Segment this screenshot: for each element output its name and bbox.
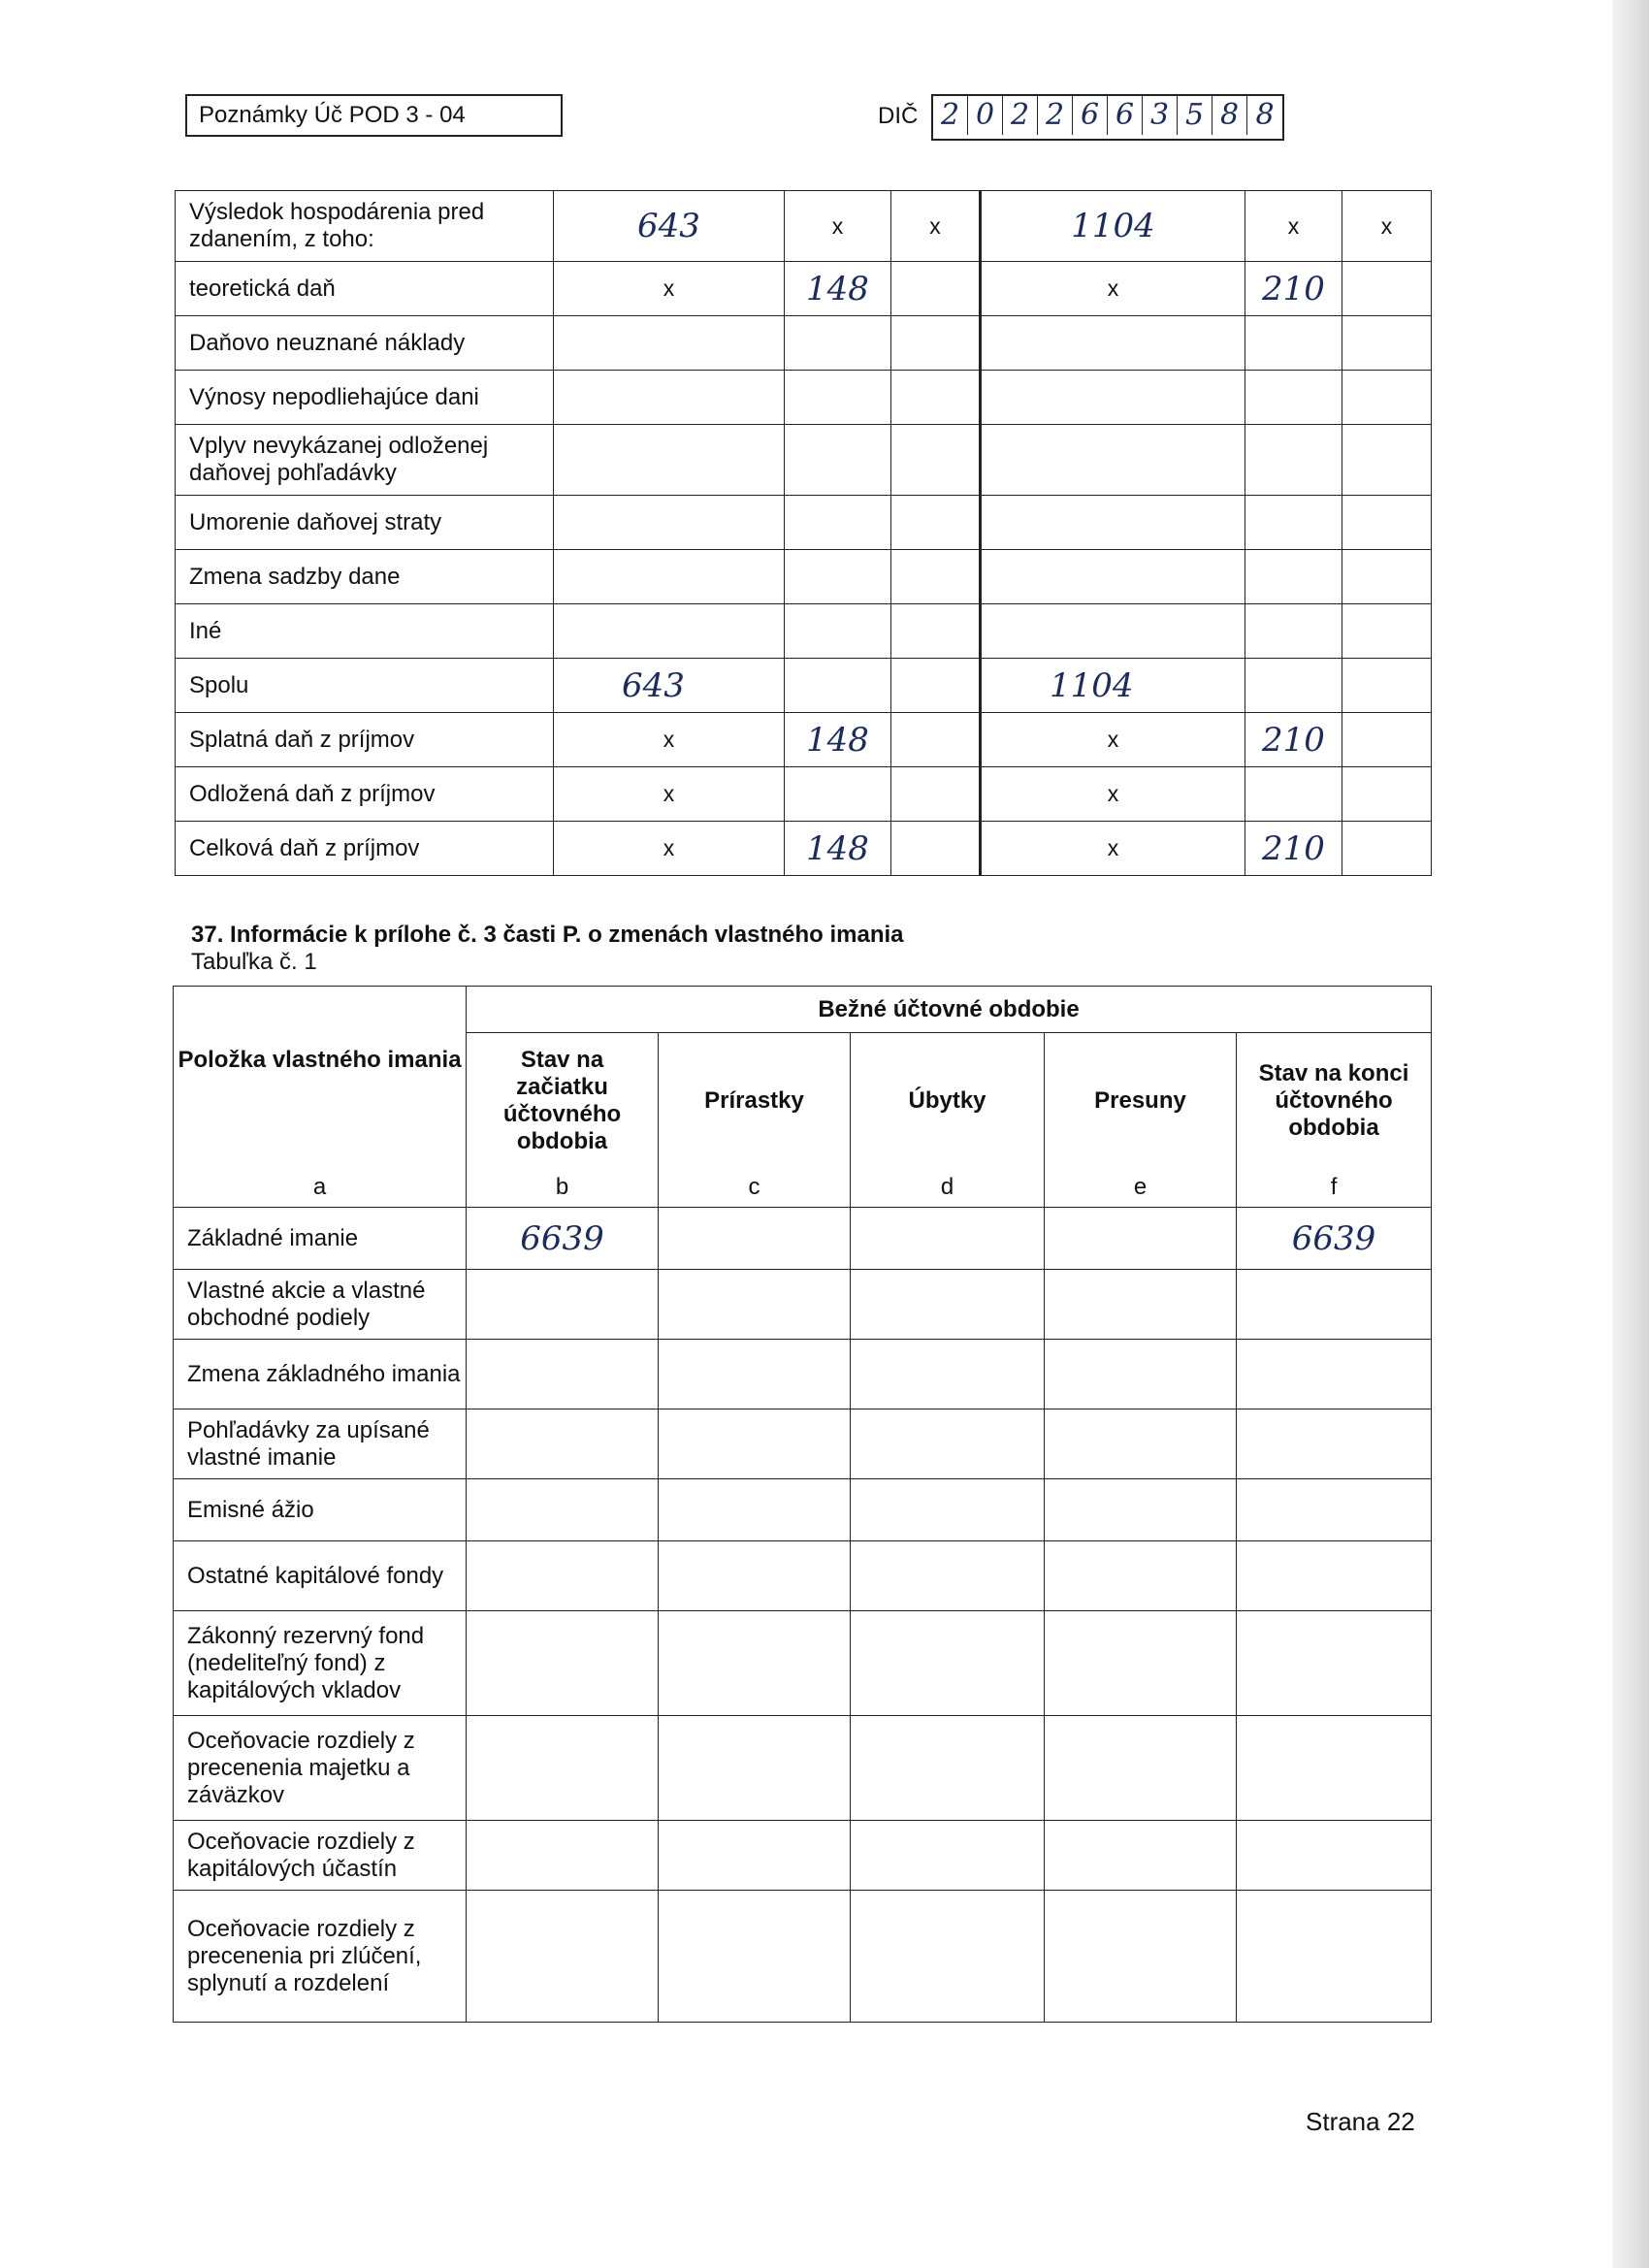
tax-cell-c2 — [785, 767, 891, 822]
equity-cell-d — [851, 1716, 1045, 1821]
tax-row — [176, 191, 1432, 262]
equity-row-label: Oceňovacie rozdiely z precenenia pri zlúčení, splynutí a rozdelení — [174, 1891, 467, 2023]
tax-cell-c4 — [981, 550, 1245, 604]
tax-row-label: Umorenie daňovej straty — [176, 496, 554, 550]
tax-cell-c6 — [1342, 425, 1432, 496]
equity-cell-f — [1237, 1821, 1432, 1891]
equity-row-label: Vlastné akcie a vlastné obchodné podiely — [174, 1270, 467, 1340]
equity-cell-e — [1045, 1891, 1237, 2023]
tax-row-label: Iné — [176, 604, 554, 659]
equity-row — [174, 1541, 1432, 1611]
equity-cell-d — [851, 1409, 1045, 1479]
tax-cell-c5: 210 — [1245, 822, 1342, 876]
tax-row-label: Daňovo neuznané náklady — [176, 316, 554, 371]
equity-cell-f — [1237, 1716, 1432, 1821]
equity-cell-b — [467, 1541, 659, 1611]
tax-cell-c3 — [891, 371, 981, 425]
tax-cell-c2 — [785, 371, 891, 425]
equity-cell-c — [659, 1716, 851, 1821]
equity-cell-f — [1237, 1270, 1432, 1340]
section-subtitle: Tabuľka č. 1 — [191, 949, 317, 975]
col-header-a: Položka vlastného imania — [174, 987, 467, 1169]
equity-cell-d — [851, 1541, 1045, 1611]
tax-cell-c2 — [785, 425, 891, 496]
tax-cell-c6 — [1342, 822, 1432, 876]
equity-row — [174, 1409, 1432, 1479]
tax-cell-c4: 1104 — [981, 191, 1245, 262]
equity-cell-d — [851, 1821, 1045, 1891]
equity-cell-c — [659, 1821, 851, 1891]
tax-cell-c5 — [1245, 371, 1342, 425]
equity-cell-f — [1237, 1611, 1432, 1716]
tax-row — [176, 767, 1432, 822]
col-header-d: Úbytky — [851, 1033, 1045, 1169]
col-letter-e: e — [1045, 1169, 1237, 1208]
tax-cell-c2: x — [785, 191, 891, 262]
equity-row-label: Zmena základného imania — [174, 1340, 467, 1409]
equity-cell-f — [1237, 1541, 1432, 1611]
equity-row — [174, 1891, 1432, 2023]
equity-cell-c — [659, 1409, 851, 1479]
tax-cell-c5 — [1245, 425, 1342, 496]
tax-cell-c2: 148 — [785, 713, 891, 767]
tax-cell-c4 — [981, 604, 1245, 659]
tax-cell-c4: x — [981, 713, 1245, 767]
tax-row — [176, 496, 1432, 550]
tax-row — [176, 604, 1432, 659]
tax-cell-c1 — [554, 550, 785, 604]
equity-cell-f — [1237, 1409, 1432, 1479]
tax-cell-c4: x — [981, 767, 1245, 822]
tax-cell-c6 — [1342, 604, 1432, 659]
tax-cell-c3 — [891, 713, 981, 767]
equity-cell-e — [1045, 1716, 1237, 1821]
tax-row-label: Odložená daň z príjmov — [176, 767, 554, 822]
equity-cell-b — [467, 1409, 659, 1479]
equity-cell-e — [1045, 1270, 1237, 1340]
tax-cell-c6 — [1342, 316, 1432, 371]
tax-cell-c5 — [1245, 550, 1342, 604]
dic-digit: 3 — [1143, 96, 1178, 135]
tax-row-label: Splatná daň z príjmov — [176, 713, 554, 767]
dic-digit: 6 — [1108, 96, 1143, 135]
tax-row — [176, 550, 1432, 604]
tax-cell-c5 — [1245, 659, 1342, 713]
equity-cell-b — [467, 1716, 659, 1821]
equity-cell-b: 6639 — [467, 1208, 659, 1270]
tax-row-label: Zmena sadzby dane — [176, 550, 554, 604]
tax-cell-c6 — [1342, 262, 1432, 316]
tax-cell-c2: 148 — [785, 262, 891, 316]
tax-cell-c4 — [981, 316, 1245, 371]
equity-cell-e — [1045, 1340, 1237, 1409]
tax-cell-c3 — [891, 550, 981, 604]
tax-cell-c6 — [1342, 496, 1432, 550]
equity-cell-b — [467, 1270, 659, 1340]
equity-cell-d — [851, 1611, 1045, 1716]
tax-cell-c1: x — [554, 262, 785, 316]
dic-digit: 0 — [968, 96, 1003, 135]
col-header-b: Stav na začiatku účtovného obdobia — [467, 1033, 659, 1169]
col-header-c: Prírastky — [659, 1033, 851, 1169]
dic-digit: 2 — [933, 96, 968, 135]
section-title: 37. Informácie k prílohe č. 3 časti P. o zmenách vlastného imania — [191, 922, 904, 948]
equity-row — [174, 1821, 1432, 1891]
tax-cell-c2 — [785, 550, 891, 604]
col-header-f: Stav na konci účtovného obdobia — [1237, 1033, 1432, 1169]
tax-cell-c4: 1104 — [981, 659, 1245, 713]
equity-cell-b — [467, 1479, 659, 1541]
equity-cell-f: 6639 — [1237, 1208, 1432, 1270]
tax-row-label: teoretická daň — [176, 262, 554, 316]
tax-cell-c4: x — [981, 822, 1245, 876]
equity-cell-c — [659, 1270, 851, 1340]
equity-row — [174, 1340, 1432, 1409]
equity-row-label: Ostatné kapitálové fondy — [174, 1541, 467, 1611]
equity-cell-e — [1045, 1541, 1237, 1611]
tax-cell-c5: x — [1245, 191, 1342, 262]
tax-cell-c3 — [891, 316, 981, 371]
equity-cell-b — [467, 1340, 659, 1409]
tax-row — [176, 316, 1432, 371]
tax-cell-c1: x — [554, 713, 785, 767]
tax-row-label: Vplyv nevykázanej odloženej daňovej pohľadávky — [176, 425, 554, 496]
tax-cell-c3 — [891, 425, 981, 496]
tax-cell-c3 — [891, 262, 981, 316]
tax-cell-c5 — [1245, 316, 1342, 371]
tax-cell-c6 — [1342, 713, 1432, 767]
equity-cell-f — [1237, 1479, 1432, 1541]
tax-cell-c6 — [1342, 371, 1432, 425]
tax-cell-c1: x — [554, 822, 785, 876]
tax-cell-c1 — [554, 496, 785, 550]
tax-cell-c5: 210 — [1245, 262, 1342, 316]
equity-cell-c — [659, 1208, 851, 1270]
tax-cell-c4 — [981, 496, 1245, 550]
tax-cell-c5 — [1245, 496, 1342, 550]
tax-cell-c6 — [1342, 550, 1432, 604]
tax-row-label: Výnosy nepodliehajúce dani — [176, 371, 554, 425]
tax-row-label: Spolu — [176, 659, 554, 713]
col-letter-b: b — [467, 1169, 659, 1208]
tax-cell-c6 — [1342, 767, 1432, 822]
tax-cell-c6 — [1342, 659, 1432, 713]
equity-cell-d — [851, 1891, 1045, 2023]
tax-cell-c3 — [891, 822, 981, 876]
equity-cell-e — [1045, 1409, 1237, 1479]
equity-cell-d — [851, 1479, 1045, 1541]
tax-cell-c1: 643 — [554, 191, 785, 262]
equity-cell-c — [659, 1340, 851, 1409]
dic-boxes — [931, 94, 1284, 141]
equity-row-label: Zákonný rezervný fond (nedeliteľný fond) z kapitálových vkladov — [174, 1611, 467, 1716]
equity-cell-f — [1237, 1891, 1432, 2023]
tax-row — [176, 713, 1432, 767]
dic-digit: 8 — [1255, 98, 1275, 132]
scan-edge-shadow — [1612, 0, 1649, 2268]
equity-row-label: Základné imanie — [174, 1208, 467, 1270]
equity-cell-c — [659, 1479, 851, 1541]
tax-row-label: Výsledok hospodárenia pred zdanením, z toho: — [176, 191, 554, 262]
period-header: Bežné účtovné obdobie — [467, 987, 1432, 1033]
equity-row — [174, 1479, 1432, 1541]
equity-cell-b — [467, 1611, 659, 1716]
col-letter-f: f — [1237, 1169, 1432, 1208]
tax-row — [176, 659, 1432, 713]
equity-cell-c — [659, 1611, 851, 1716]
dic-digit: 6 — [1073, 96, 1108, 135]
tax-cell-c1 — [554, 371, 785, 425]
tax-row — [176, 425, 1432, 496]
dic-digit: 8 — [1212, 96, 1247, 135]
dic-digit: 2 — [1003, 96, 1038, 135]
equity-row-label: Oceňovacie rozdiely z kapitálových účastín — [174, 1821, 467, 1891]
equity-cell-c — [659, 1891, 851, 2023]
equity-cell-d — [851, 1340, 1045, 1409]
tax-cell-c3 — [891, 767, 981, 822]
tax-cell-c4 — [981, 425, 1245, 496]
equity-cell-e — [1045, 1611, 1237, 1716]
tax-cell-c3: x — [891, 191, 981, 262]
tax-cell-c2 — [785, 496, 891, 550]
form-id-box: Poznámky Úč POD 3 - 04 — [185, 94, 563, 137]
equity-row — [174, 1611, 1432, 1716]
equity-row-label: Oceňovacie rozdiely z precenenia majetku a záväzkov — [174, 1716, 467, 1821]
dic-digit: 2 — [1038, 96, 1073, 135]
tax-cell-c4 — [981, 371, 1245, 425]
dic-digit: 5 — [1178, 96, 1212, 135]
dic-label: DIČ — [878, 103, 919, 129]
tax-cell-c5 — [1245, 767, 1342, 822]
equity-row — [174, 1716, 1432, 1821]
tax-cell-c6: x — [1342, 191, 1432, 262]
tax-cell-c3 — [891, 659, 981, 713]
tax-cell-c1 — [554, 604, 785, 659]
tax-cell-c5: 210 — [1245, 713, 1342, 767]
page-number: Strana 22 — [1306, 2107, 1415, 2136]
equity-cell-e — [1045, 1821, 1237, 1891]
tax-cell-c1: 643 — [554, 659, 785, 713]
tax-cell-c2 — [785, 604, 891, 659]
equity-cell-b — [467, 1891, 659, 2023]
tax-cell-c2 — [785, 316, 891, 371]
col-letter-d: d — [851, 1169, 1045, 1208]
tax-cell-c1 — [554, 316, 785, 371]
tax-cell-c4: x — [981, 262, 1245, 316]
equity-cell-f — [1237, 1340, 1432, 1409]
equity-row-label: Emisné ážio — [174, 1479, 467, 1541]
equity-cell-b — [467, 1821, 659, 1891]
equity-cell-e — [1045, 1208, 1237, 1270]
col-letter-c: c — [659, 1169, 851, 1208]
tax-table — [175, 190, 1432, 876]
equity-table — [173, 986, 1432, 2023]
equity-cell-e — [1045, 1479, 1237, 1541]
equity-cell-c — [659, 1541, 851, 1611]
tax-cell-c1: x — [554, 767, 785, 822]
tax-cell-c1 — [554, 425, 785, 496]
tax-row-label: Celková daň z príjmov — [176, 822, 554, 876]
equity-cell-d — [851, 1270, 1045, 1340]
col-header-e: Presuny — [1045, 1033, 1237, 1169]
equity-row-label: Pohľadávky za upísané vlastné imanie — [174, 1409, 467, 1479]
tax-cell-c2: 148 — [785, 822, 891, 876]
equity-row — [174, 1208, 1432, 1270]
tax-cell-c5 — [1245, 604, 1342, 659]
equity-cell-d — [851, 1208, 1045, 1270]
tax-row — [176, 371, 1432, 425]
tax-row — [176, 822, 1432, 876]
equity-row — [174, 1270, 1432, 1340]
col-letter-a: a — [174, 1169, 467, 1208]
tax-row — [176, 262, 1432, 316]
tax-cell-c3 — [891, 496, 981, 550]
tax-cell-c3 — [891, 604, 981, 659]
tax-cell-c2 — [785, 659, 891, 713]
